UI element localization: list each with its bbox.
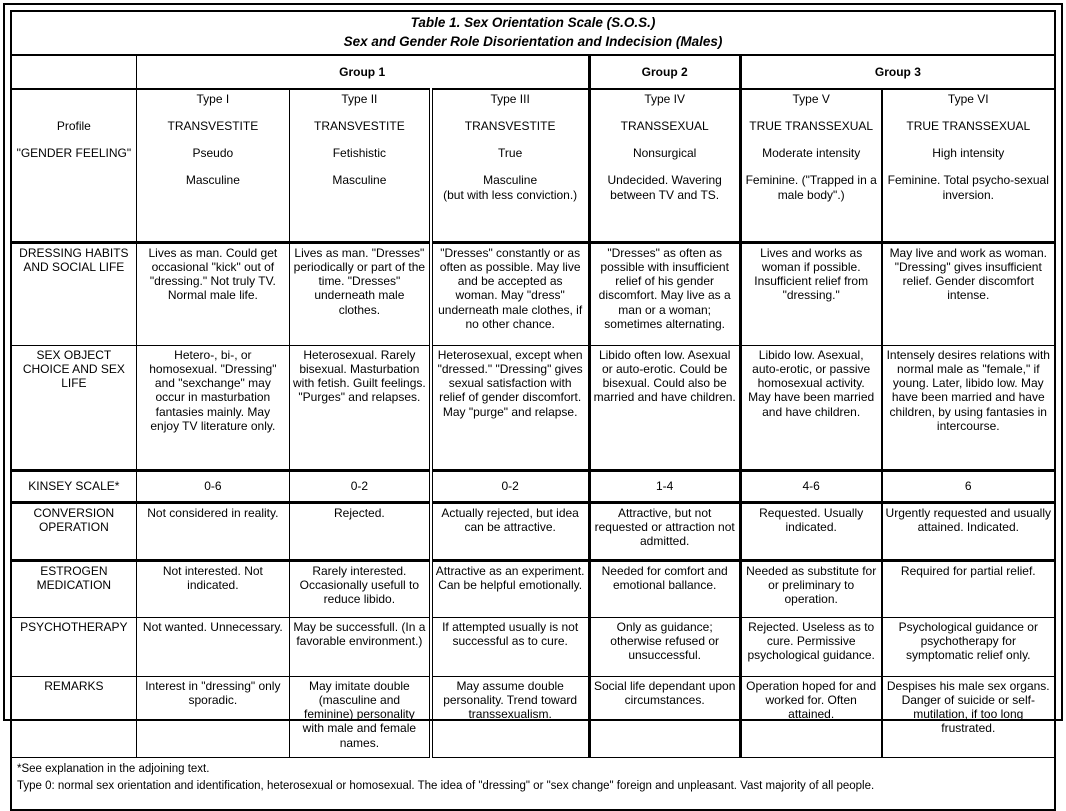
table-row-psychotherapy [11,618,1055,677]
cell-estrogen-type3: Attractive as an experiment. Can be helpful emotionally. [431,561,589,618]
cell-sexobj-type4: Libido often low. Asexual or auto-erotic. Could be bisexual. Could also be married and have children. [589,346,740,471]
profile-line: High intensity [932,146,1005,161]
cell-kinsey-type1: 0-6 [136,471,289,503]
profile-line: Nonsurgical [632,146,697,161]
sos-table [10,10,1056,811]
cell-psych-type1: Not wanted. Unnecessary. [136,618,289,677]
row-label-estrogen-medication: ESTROGEN MEDICATION [11,561,136,618]
table-row-estrogen-medication [11,561,1055,618]
footnote-asterisk: *See explanation in the adjoining text. [17,763,210,775]
cell-conversion-type2: Rejected. [290,503,431,561]
cell-conversion-type3: Actually rejected, but idea can be attractive. [431,503,589,561]
profile-line: Type I [196,92,230,106]
type-column-header-3 [431,89,589,243]
row-label-sex-object: SEX OBJECT CHOICE AND SEX LIFE [11,346,136,471]
cell-kinsey-type6: 6 [882,471,1055,503]
cell-psych-type5: Rejected. Useless as to cure. Permissive psychological guidance. [740,618,881,677]
cell-remarks-type4: Social life dependant upon circumstances. [589,677,740,758]
cell-estrogen-type4: Needed for comfort and emotional ballance. [589,561,740,618]
profile-label-line: "GENDER FEELING" [16,146,132,161]
profile-line: TRANSVESTITE [464,119,556,134]
profile-line: Type VI [947,92,989,106]
cell-kinsey-type5: 4-6 [740,471,881,503]
row-label-psychotherapy: PSYCHOTHERAPY [11,618,136,677]
profile-line: Undecided. Wavering between TV and TS. [607,173,722,202]
profile-line: Type V [792,92,830,106]
group-header-row [11,55,1055,89]
group-header-3: Group 3 [740,55,1055,89]
cell-remarks-type2: May imitate double (masculine and feminine) personality with male and female names. [290,677,431,758]
cell-remarks-type5: Operation hoped for and worked for. Often attained. [740,677,881,758]
profile-line: TRUE TRANSSEXUAL [906,119,1031,134]
row-label-remarks: REMARKS [11,677,136,758]
profile-line: Masculine [332,173,387,188]
profile-line: TRUE TRANSSEXUAL [749,119,874,134]
type-column-header-2 [290,89,431,243]
cell-conversion-type4: Attractive, but not requested or attraction not admitted. [589,503,740,561]
profile-line: Pseudo [192,146,234,161]
cell-sexobj-type3: Heterosexual, except when "dressed." "Dressing" gives sexual satisfaction with relief of gender discomfort. May "purge" and relapse. [431,346,589,471]
row-label-kinsey-scale: KINSEY SCALE* [11,471,136,503]
group-header-2: Group 2 [589,55,740,89]
cell-dressing-type1: Lives as man. Could get occasional "kick" out of "dressing." Not truly TV. Normal male life. [136,243,289,346]
profile-row [11,89,1055,243]
footnote-type0: Type 0: normal sex orientation and identification, heterosexual or homosexual. The idea of "dressing" or "sex change" foreign and unpleasant. Vast majority of all people. [17,780,875,793]
cell-kinsey-type3: 0-2 [431,471,589,503]
profile-line: Masculine [185,173,240,188]
footnote-row [11,758,1055,811]
cell-estrogen-type5: Needed as substitute for or preliminary to operation. [740,561,881,618]
profile-line: Type II [341,92,378,106]
profile-line: TRANSVESTITE [167,119,259,134]
cell-estrogen-type2: Rarely interested. Occasionally usefull to reduce libido. [290,561,431,618]
profile-line: Type III [490,92,530,106]
cell-dressing-type4: "Dresses" as often as possible with insufficient relief of his gender discomfort. May live as a man or a woman; sometimes alternating. [589,243,740,346]
profile-line: Masculine [483,173,538,188]
profile-line: Feminine. Total psycho-sexual inversion. [887,173,1049,202]
table-title-line1: Table 1. Sex Orientation Scale (S.O.S.) [410,15,656,31]
cell-remarks-type6: Despises his male sex organs. Danger of suicide or self-mutilation, if too long frustrated. [882,677,1055,758]
cell-remarks-type1: Interest in "dressing" only sporadic. [136,677,289,758]
table-row-kinsey-scale [11,471,1055,503]
group-header-1: Group 1 [136,55,589,89]
profile-line: TRANSVESTITE [314,119,405,134]
group-header-spacer [11,55,136,89]
cell-estrogen-type6: Required for partial relief. [882,561,1055,618]
cell-sexobj-type6: Intensely desires relations with normal male as "female," if young. Later, libido low. May have been married and have children, by using fantasies in intercourse. [882,346,1055,471]
type-column-header-4 [589,89,740,243]
cell-psych-type2: May be successfull. (In a favorable environment.) [290,618,431,677]
profile-line: Type IV [644,92,685,106]
cell-conversion-type5: Requested. Usually indicated. [740,503,881,561]
table-row-dressing-habits [11,243,1055,346]
cell-dressing-type6: May live and work as woman. "Dressing" gives insufficient relief. Gender discomfort intense. [882,243,1055,346]
cell-psych-type4: Only as guidance; otherwise refused or unsuccessful. [589,618,740,677]
table-title-line2: Sex and Gender Role Disorientation and Indecision (Males) [343,34,723,49]
cell-psych-type3: If attempted usually is not successful as to cure. [431,618,589,677]
type-column-header-1 [136,89,289,243]
cell-remarks-type3: May assume double personality. Trend toward transsexualism. [431,677,589,758]
profile-line: True [498,146,523,161]
cell-dressing-type5: Lives and works as woman if possible. Insufficient relief from "dressing." [740,243,881,346]
title-row [11,11,1055,55]
row-label-conversion-operation: CONVERSION OPERATION [11,503,136,561]
cell-dressing-type3: "Dresses" constantly or as often as possible. May live and be accepted as woman. May "dress" underneath male clothes, if no other chance. [431,243,589,346]
profile-label-line: Profile [56,119,91,133]
type-column-header-5 [740,89,881,243]
cell-psych-type6: Psychological guidance or psychotherapy for symptomatic relief only. [882,618,1055,677]
table-row-conversion-operation [11,503,1055,561]
cell-dressing-type2: Lives as man. "Dresses" periodically or part of the time. "Dresses" underneath male clothes. [290,243,431,346]
cell-kinsey-type2: 0-2 [290,471,431,503]
cell-sexobj-type5: Libido low. Asexual, auto-erotic, or passive homosexual activity. May have been married and have children. [740,346,881,471]
footnotes [11,758,1055,811]
profile-line: Feminine. ("Trapped in a male body".) [745,173,877,202]
cell-sexobj-type2: Heterosexual. Rarely bisexual. Masturbation with fetish. Guilt feelings. "Purges" and relapses. [290,346,431,471]
document-frame [3,3,1063,793]
profile-line: (but with less conviction.) [443,187,578,202]
row-label-dressing-habits: DRESSING HABITS AND SOCIAL LIFE [11,243,136,346]
profile-row-label [11,89,136,243]
table-row-sex-object [11,346,1055,471]
cell-conversion-type6: Urgently requested and usually attained. Indicated. [882,503,1055,561]
table-title [11,11,1055,55]
type-column-header-6 [882,89,1055,243]
cell-sexobj-type1: Hetero-, bi-, or homosexual. "Dressing" and "sexchange" may occur in masturbation fantasies mainly. May enjoy TV literature only. [136,346,289,471]
profile-line: TRANSSEXUAL [620,119,709,134]
cell-kinsey-type4: 1-4 [589,471,740,503]
profile-line: Fetishistic [332,146,387,161]
table-row-remarks [11,677,1055,758]
cell-estrogen-type1: Not interested. Not indicated. [136,561,289,618]
cell-conversion-type1: Not considered in reality. [136,503,289,561]
profile-line: Moderate intensity [762,146,861,161]
